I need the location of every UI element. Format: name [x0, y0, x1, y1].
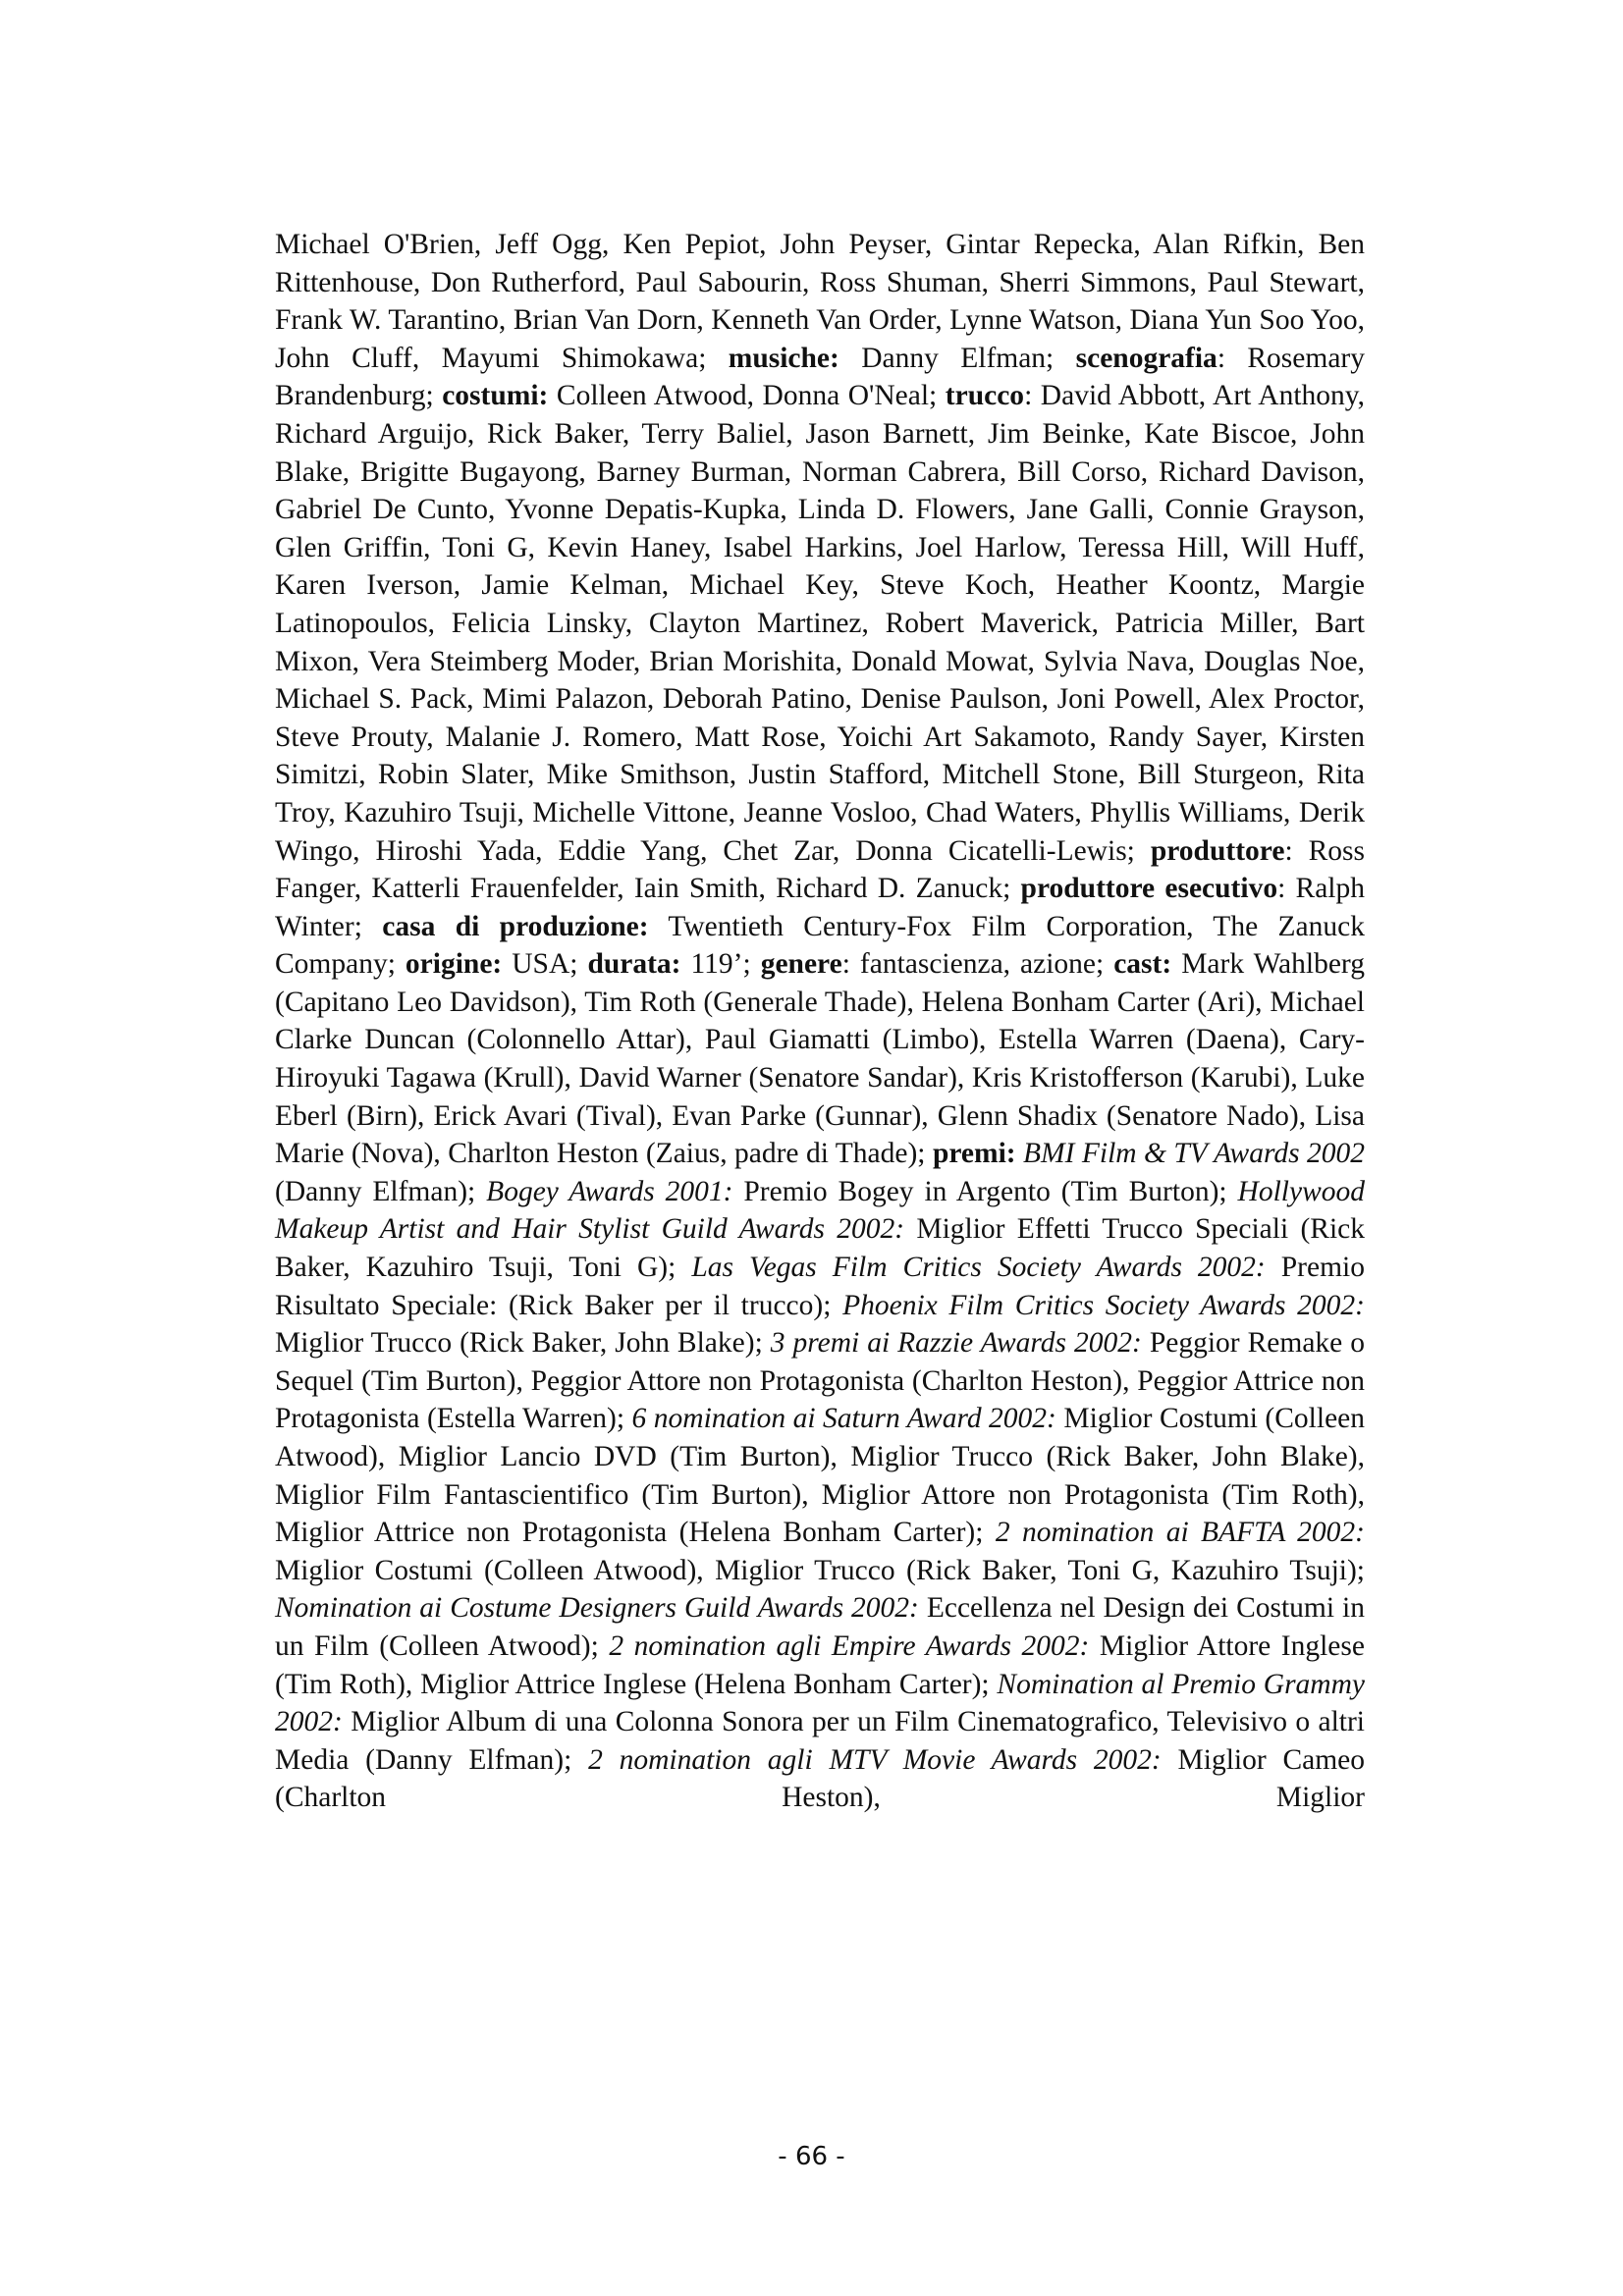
text-run: Miglior Attore Inglese (Tim Roth), Miglior Attrice Inglese (Helena Bonham Carter);	[275, 1629, 1365, 1700]
award-title: Bogey Awards 2001:	[486, 1175, 733, 1207]
bold-label: premi:	[932, 1138, 1016, 1170]
award-title: Nomination ai Costume Designers Guild Awards 2002:	[275, 1592, 919, 1625]
text-run: : Rosemary Brandenburg;	[275, 342, 1365, 412]
award-title: BMI Film & TV Awards 2002	[1023, 1138, 1365, 1170]
text-run: : Ross Fanger, Katterli Frauenfelder, Iain Smith, Richard D. Zanuck;	[275, 834, 1365, 905]
text-run: Miglior Trucco (Rick Baker, John Blake);	[275, 1327, 771, 1360]
bold-label: casa di produzione:	[382, 910, 649, 942]
text-run: Twentieth Century-Fox Film Corporation, The Zanuck Company;	[275, 910, 1365, 981]
text-run: 119’;	[680, 948, 761, 981]
bold-label: musiche:	[728, 342, 839, 374]
text-run: : fantascienza, azione;	[841, 948, 1114, 981]
text-run: Premio Risultato Speciale: (Rick Baker per il trucco);	[275, 1252, 1365, 1321]
page-number: - 66 -	[778, 2142, 845, 2171]
award-title: Las Vegas Film Critics Society Awards 2002:	[691, 1252, 1266, 1284]
text-run: Peggior Remake o Sequel (Tim Burton), Peggior Attore non Protagonista (Charlton Heston), Peggior Attrice non Protagonista (Estella Warren);	[275, 1327, 1365, 1435]
bold-label: origine:	[405, 948, 503, 981]
text-run: Premio Bogey in Argento (Tim Burton);	[732, 1175, 1238, 1207]
bold-label: scenografia	[1075, 342, 1217, 374]
bold-label: durata:	[587, 948, 681, 981]
text-run: Miglior Costumi (Colleen Atwood), Miglior Trucco (Rick Baker, Toni G, Kazuhiro Tsuji);	[275, 1554, 1365, 1586]
text-run: Eccellenza nel Design dei Costumi in un Film (Colleen Atwood);	[275, 1592, 1365, 1662]
text-run: Miglior Cameo (Charlton Heston), Miglior	[275, 1743, 1366, 1814]
body-paragraph	[275, 226, 1365, 1817]
bold-label: genere	[760, 948, 842, 981]
text-run: Danny Elfman;	[839, 342, 1076, 374]
text-run: Colleen Atwood, Donna O'Neal;	[548, 380, 946, 412]
text-run: : David Abbott, Art Anthony, Richard Arguijo, Rick Baker, Terry Baliel, Jason Barnett, Jim Beinke, Kate Biscoe, John Blake, Brigitte Bugayong, Barney Burman, Norman Cabrera, Bill Corso, Richard Davison, Gabriel De Cunto, Yvonne Depatis-Kupka, Linda D. Flowers, Jane Galli, Connie Grayson, Glen Griffin, Toni G, Kevin Haney, Isabel Harkins, Joel Harlow, Teressa Hill, Will Huff, Karen Iverson, Jamie Kelman, Michael Key, Steve Koch, Heather Koontz, Margie Latinopoulos, Felicia Linsky, Clayton Martinez, Robert Maverick, Patricia Miller, Bart Mixon, Vera Steimberg Moder, Brian Morishita, Donald Mowat, Sylvia Nava, Douglas Noe, Michael S. Pack, Mimi Palazon, Deborah Patino, Denise Paulson, Joni Powell, Alex Proctor, Steve Prouty, Malanie J. Romero, Matt Rose, Yoichi Art Sakamoto, Randy Sayer, Kirsten Simitzi, Robin Slater, Mike Smithson, Justin Stafford, Mitchell Stone, Bill Sturgeon, Rita Troy, Kazuhiro Tsuji, Michelle Vittone, Jeanne Vosloo, Chad Waters, Phyllis Williams, Derik Wingo, Hiroshi Yada, Eddie Yang, Chet Zar, Donna Cicatelli-Lewis;	[275, 380, 1365, 867]
text-run: Mark Wahlberg (Capitano Leo Davidson), Tim Roth (Generale Thade), Helena Bonham Carter (Ari), Michael Clarke Duncan (Colonnello Attar), Paul Giamatti (Limbo), Estella Warren (Daena), Cary-Hiroyuki Tagawa (Krull), David Warner (Senatore Sandar), Kris Kristofferson (Karubi), Luke Eberl (Birn), Erick Avari (Tival), Evan Parke (Gunnar), Glenn Shadix (Senatore Nado), Lisa Marie (Nova), Charlton Heston (Zaius, padre di Thade);	[275, 948, 1365, 1170]
text-run: : Ralph Winter;	[275, 873, 1365, 942]
text-run: Michael O'Brien, Jeff Ogg, Ken Pepiot, John Peyser, Gintar Repecka, Alan Rifkin, Ben Rittenhouse, Don Rutherford, Paul Sabourin, Ross Shuman, Sherri Simmons, Paul Stewart, Frank W. Tarantino, Brian Van Dorn, Kenneth Van Order, Lynne Watson, Diana Yun Soo Yoo, John Cluff, Mayumi Shimokawa;	[275, 229, 1365, 374]
bold-label: cast:	[1113, 948, 1172, 981]
award-title: 2 nomination ai BAFTA 2002:	[995, 1517, 1365, 1549]
award-title: Hollywood Makeup Artist and Hair Stylist Guild Awards 2002:	[275, 1175, 1365, 1246]
bold-label: trucco	[945, 380, 1025, 412]
bold-label: costumi:	[442, 380, 549, 412]
text-run: (Danny Elfman);	[275, 1175, 487, 1207]
text-run: Miglior Effetti Trucco Speciali (Rick Baker, Kazuhiro Tsuji, Toni G);	[275, 1213, 1366, 1284]
award-title: 6 nomination ai Saturn Award 2002:	[631, 1403, 1056, 1435]
text-run: Miglior Costumi (Colleen Atwood), Miglior Lancio DVD (Tim Burton), Miglior Trucco (Rick Baker, John Blake), Miglior Film Fantascientifico (Tim Burton), Miglior Attore non Protagonista (Tim Roth), Miglior Attrice non Protagonista (Helena Bonham Carter);	[275, 1403, 1366, 1549]
award-title: 2 nomination agli Empire Awards 2002:	[609, 1629, 1090, 1662]
award-title: Phoenix Film Critics Society Awards 2002:	[842, 1289, 1365, 1321]
text-run	[1016, 1138, 1023, 1169]
award-title: 3 premi ai Razzie Awards 2002:	[770, 1327, 1142, 1360]
award-title: Nomination al Premio Grammy 2002:	[275, 1668, 1366, 1738]
text-run: USA;	[502, 948, 588, 981]
bold-label: produttore	[1150, 834, 1285, 867]
bold-label: produttore esecutivo	[1020, 873, 1278, 905]
award-title: 2 nomination agli MTV Movie Awards 2002:	[588, 1743, 1162, 1776]
text-run: Miglior Album di una Colonna Sonora per un Film Cinematografico, Televisivo o altri Media (Danny Elfman);	[275, 1706, 1365, 1776]
